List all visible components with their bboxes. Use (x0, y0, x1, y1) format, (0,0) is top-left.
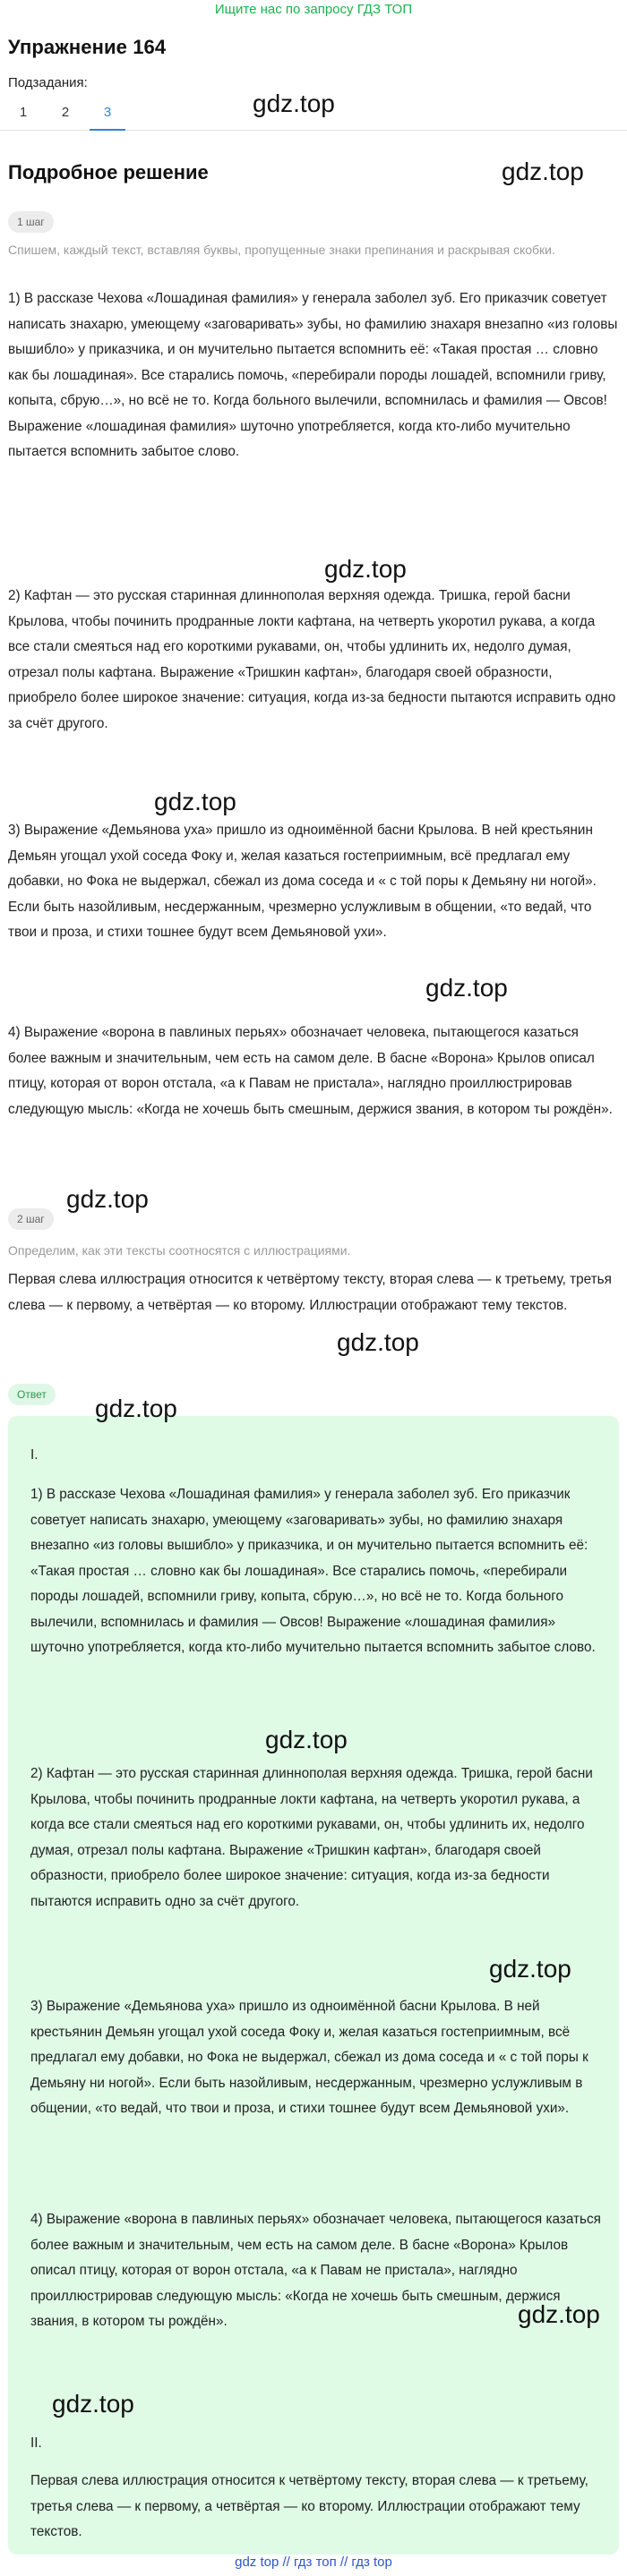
step-1-hint: Спишем, каждый текст, вставляя буквы, пропущенные знаки препинания и раскрывая скобки. (8, 243, 555, 257)
step-1-paragraph-3: 3) Выражение «Демьянова уха» пришло из одноимённой басни Крылова. В ней крестьянин Демьян угощал ухой соседа Фоку и, желая казаться гостеприимным, всё предлагал ему добавки, но Фока не выдержал, сбежал из дома соседа и « с той поры к Демьяну ни ногой». Если быть назойливым, несдержанным, чрезмерно услужливым в общении, «то ведай, что твои и проза, и стихи тошнее будут всем Демьяновой ухи». (8, 823, 597, 940)
section-title: Подробное решение (8, 161, 209, 183)
step-1-paragraph-1: 1) В рассказе Чехова «Лошадиная фамилия» у генерала заболел зуб. Его приказчик советует написать знахарю, умеющему «заговаривать» зубы, но фамилию знахаря внезапно «из головы вышибло» у приказчика, и он мучительно пытается вспомнить её: «Такая простая … словно как бы лошадиная». Все старались помочь, «перебирали породы лошадей, вспомнили гриву, копыта, сбрую…», но всё не то. Когда больного вылечили, вспомнилась и фамилия — Овсов! Выражение «лошадиная фамилия» шуточно употребляется, когда кто-либо мучительно пытается вспомнить забытое слово. (8, 291, 618, 459)
answer-badge: Ответ (8, 1384, 56, 1405)
step-2-paragraph: Первая слева иллюстрация относится к четвёртому тексту, вторая слева — к третьему, третья слева — к первому, а четвёртая — ко второму. Иллюстрации отображают тему текстов. (8, 1272, 612, 1313)
answer-part-1-marker: I. (30, 1447, 39, 1463)
watermark: gdz.top (66, 1185, 149, 1213)
subtask-tab-1[interactable]: 1 (19, 105, 28, 120)
answer-paragraph-2: 2) Кафтан — это русская старинная длиннополая верхняя одежда. Тришка, герой басни Крылова, чтобы починить продранные локти кафтана, на четверть укоротил рукава, а когда все стали смеяться над его короткими рукавами, он, чтобы удлинить их, недолго думая, отрезал полы кафтана. Выражение «Тришкин кафтан», благодаря своей образности, приобрело более широкое значение: ситуация, когда из-за бедности пытаются исправить одно за счёт другого. (30, 1766, 593, 1909)
subtasks-label: Подзадания: (8, 75, 88, 90)
watermark: gdz.top (425, 974, 508, 1002)
watermark: gdz.top (95, 1395, 177, 1422)
watermark: gdz.top (502, 158, 584, 185)
watermark: gdz.top (253, 90, 335, 117)
watermark: gdz.top (52, 2390, 134, 2418)
answer-paragraph-1: 1) В рассказе Чехова «Лошадиная фамилия» у генерала заболел зуб. Его приказчик советует написать знахарю, умеющему «заговаривать» зубы, но фамилию знахаря внезапно «из головы вышибло» у приказчика, и он мучительно пытается вспомнить её: «Такая простая … словно как бы лошадиная». Все старались помочь, «перебирали породы лошадей, вспомнили гриву, копыта, сбрую…», но всё не то. Когда больного вылечили, вспомнилась и фамилия — Овсов! Выражение «лошадиная фамилия» шуточно употребляется, когда кто-либо мучительно пытается вспомнить забытое слово. (30, 1487, 596, 1655)
step-2-hint: Определим, как эти тексты соотносятся с иллюстрациями. (8, 1243, 351, 1258)
watermark: gdz.top (265, 1726, 348, 1753)
answer-part-2-text: Первая слева иллюстрация относится к четвёртому тексту, вторая слева — к третьему, третья слева — к первому, а четвёртая — ко второму. Иллюстрации отображают тему текстов. (30, 2473, 588, 2539)
watermark: gdz.top (489, 1955, 571, 1983)
step-1-paragraph-2: 2) Кафтан — это русская старинная длиннополая верхняя одежда. Тришка, герой басни Крылова, чтобы починить продранные локти кафтана, на четверть укоротил рукава, а когда все стали смеяться над его короткими рукавами, он, чтобы удлинить их, недолго думая, отрезал полы кафтана. Выражение «Тришкин кафтан», благодаря своей образности, приобрело более широкое значение: ситуация, когда из-за бедности пытаются исправить одно за счёт другого. (8, 588, 616, 731)
subtask-tab-2[interactable]: 2 (61, 105, 70, 120)
watermark: gdz.top (337, 1328, 419, 1356)
exercise-title: Упражнение 164 (8, 36, 167, 58)
watermark: gdz.top (154, 788, 236, 815)
watermark: gdz.top (324, 555, 407, 583)
answer-paragraph-3: 3) Выражение «Демьянова уха» пришло из одноимённой басни Крылова. В ней крестьянин Демьян угощал ухой соседа Фоку и, желая казаться гостеприимным, всё предлагал ему добавки, но Фока не выдержал, сбежал из дома соседа и « с той поры к Демьяну ни ногой». Если быть назойливым, несдержанным, чрезмерно услужливым в общении, «то ведай, что твои и проза, и стихи тошнее будут всем Демьяновой ухи». (30, 1999, 588, 2116)
watermark: gdz.top (518, 2300, 600, 2328)
top-banner[interactable]: Ищите нас по запросу ГДЗ ТОП (214, 2, 413, 17)
subtask-tab-3[interactable]: 3 (90, 98, 125, 131)
footer-links[interactable]: gdz top // гдз топ // гдз top (235, 2555, 392, 2570)
answer-paragraph-4: 4) Выражение «ворона в павлиных перьях» обозначает человека, пытающегося казаться более важным и значительным, чем есть на самом деле. В басне «Ворона» Крылов описал птицу, которая от ворон отстала, «а к Павам не пристала», наглядно проиллюстрировав следующую мысль: «Когда не хочешь быть смешным, держися звания, в котором ты рождён». (30, 2212, 601, 2329)
answer-part-2-marker: II. (30, 2435, 42, 2451)
step-1-paragraph-4: 4) Выражение «ворона в павлиных перьях» обозначает человека, пытающегося казаться более важным и значительным, чем есть на самом деле. В басне «Ворона» Крылов описал птицу, которая от ворон отстала, «а к Павам не пристала», наглядно проиллюстрировав следующую мысль: «Когда не хочешь быть смешным, держися звания, в котором ты рождён». (8, 1025, 613, 1117)
step-2-badge: 2 шаг (8, 1208, 54, 1230)
step-1-badge: 1 шаг (8, 211, 54, 233)
